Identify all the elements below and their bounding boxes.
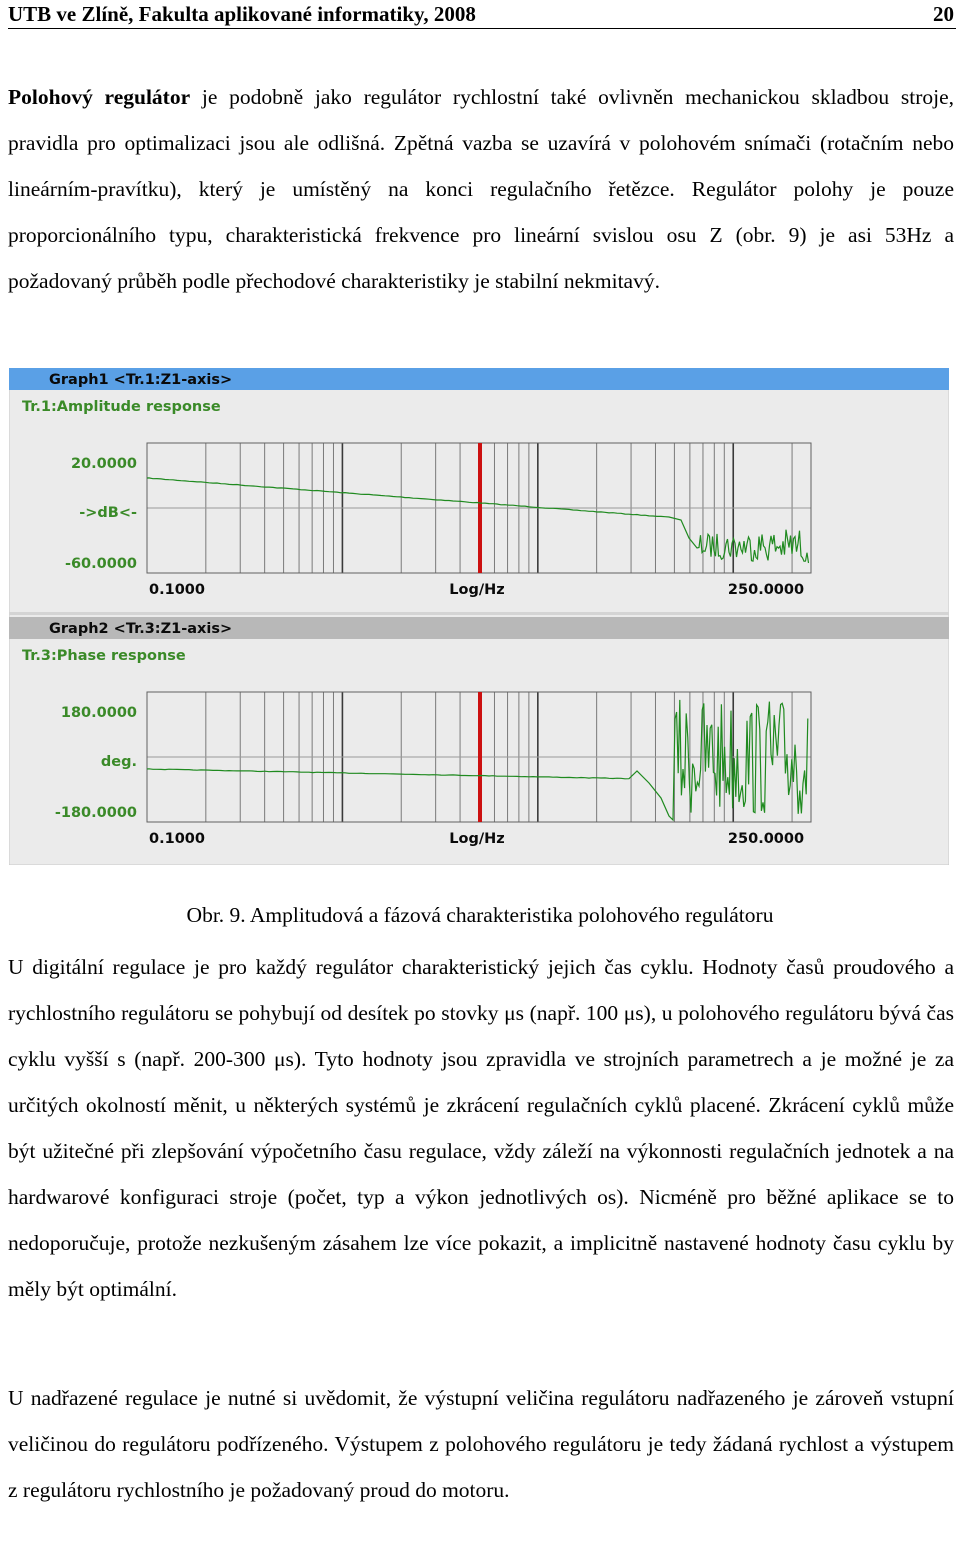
graph2-y-unit: deg. (100, 754, 137, 770)
graph2-x-right: 250.0000 (727, 831, 805, 847)
page-number: 20 (933, 2, 954, 26)
graph2-title: Graph2 <Tr.3:Z1-axis> (49, 621, 233, 637)
paragraph-cycle-time: U digitální regulace je pro každý regulátor charakteristický jejich čas cyklu. Hodnoty časů proudového a rychlostního regulátoru se pohybují od desítek po stovky μs (např. 100 μs), u polohového regulátoru bývá čas cyklu vyšší s (např. 200-300 μs). Tyto hodnoty jsou zpravidla ve strojních parametrech a je možné je za určitých okolností měnit, u některých systémů je zkrácení regulačních cyklů placené. Zkrácení cyklů může být užitečné při zlepšování výpočetního času regulace, vždy záleží na výkonnosti regulačních jednotek a na hardwarové konfiguraci stroje (počet, typ a výkon jednotlivých os). Nicméně pro běžné aplikace se to nedoporučuje, protože nezkušeným zásahem lze více pokazit, a implicitně nastavené hodnoty času cyklu by měly být optimální. (8, 955, 954, 1301)
graph1-y-top: 20.0000 (70, 456, 137, 472)
graph2-x-left: 0.1000 (149, 831, 205, 847)
graph1-x-label: Log/Hz (449, 582, 505, 598)
graph1-title: Graph1 <Tr.1:Z1-axis> (49, 372, 233, 388)
figure-caption: Obr. 9. Amplitudová a fázová charakteristika polohového regulátoru (186, 903, 774, 927)
header-title: UTB ve Zlíně, Fakulta aplikované informatiky, 2008 (8, 2, 476, 26)
page-header (8, 0, 956, 29)
graph2-x-label: Log/Hz (449, 831, 505, 847)
paragraph-lead: Polohový regulátor (8, 85, 191, 109)
graph1-subtitle: Tr.1:Amplitude response (22, 399, 221, 415)
figure-bode-plots (9, 368, 949, 865)
graph2-y-top: 180.0000 (60, 705, 137, 721)
graph1-x-left: 0.1000 (149, 582, 205, 598)
graph1-y-bottom: -60.0000 (64, 556, 137, 572)
graph1-x-right: 250.0000 (727, 582, 805, 598)
graph2-y-bottom: -180.0000 (54, 805, 137, 821)
paragraph-cascade-control: U nadřazené regulace je nutné si uvědomit, že výstupní veličina regulátoru nadřazeného je zároveň vstupní veličinou do regulátoru podřízeného. Výstupem z polohového regulátoru je tedy žádaná rychlost a výstupem z regulátoru rychlostního je požadovaný proud do motoru. (8, 1386, 954, 1502)
paragraph-position-controller (8, 74, 954, 304)
paragraph-body: je podobně jako regulátor rychlostní také ovlivněn mechanickou skladbou stroje, pravidla pro optimalizaci jsou ale odlišná. Zpětná vazba se uzavírá v polohovém snímači (rotačním nebo lineárním-pravítku), který je umístěný na konci regulačního řetězce. Regulátor polohy je pouze proporcionálního typu, charakteristická frekvence pro lineární svislou osu Z (obr. 9) je asi 53Hz a požadovaný průběh podle přechodové charakteristiky je stabilní nekmitavý. (8, 85, 954, 293)
graph2-subtitle: Tr.3:Phase response (22, 648, 186, 664)
graph1-y-unit: ->dB<- (79, 505, 137, 521)
